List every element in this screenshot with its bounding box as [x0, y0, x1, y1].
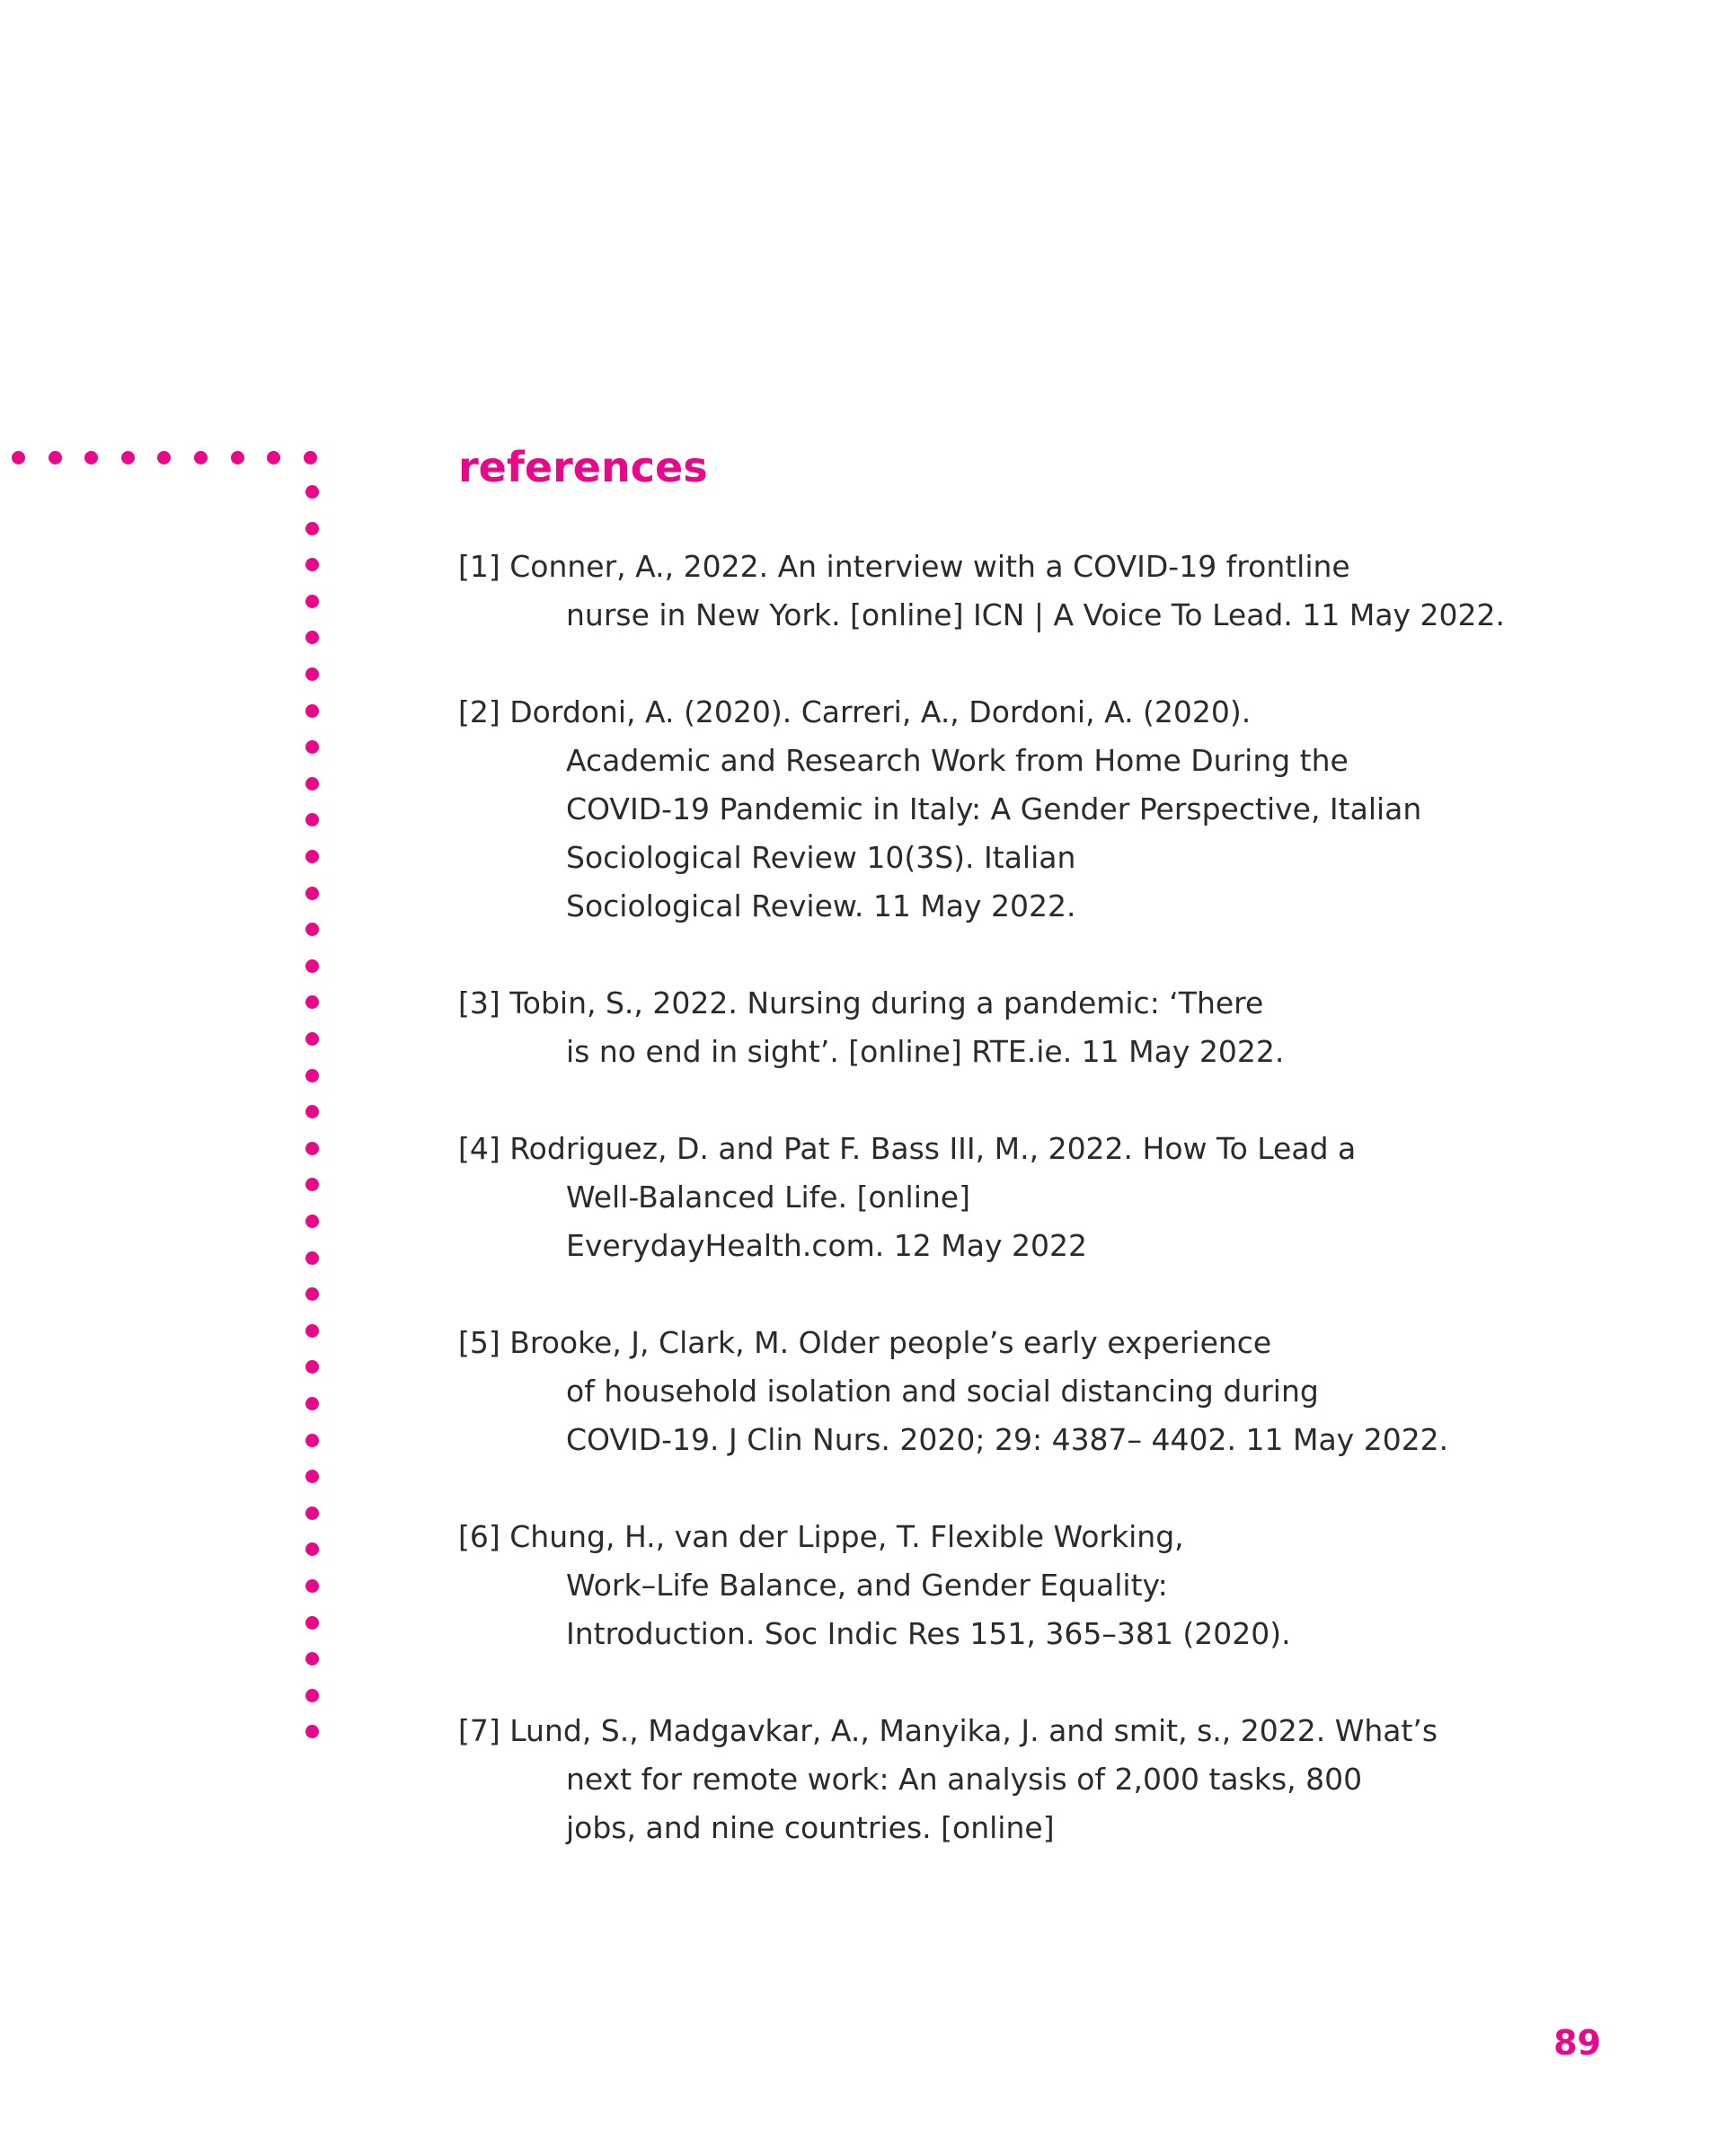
reference-continuation-line: Sociological Review 10(3S). Italian	[566, 840, 1076, 875]
decorative-dot	[305, 1069, 319, 1082]
decorative-dot	[305, 959, 319, 973]
decorative-dot	[305, 777, 319, 791]
decorative-dot	[305, 1032, 319, 1046]
decorative-dot	[121, 451, 135, 464]
reference-item	[458, 688, 1536, 931]
reference-item	[458, 543, 1536, 640]
decorative-dot	[305, 1215, 319, 1228]
decorative-dot	[305, 595, 319, 608]
reference-continuation-line: Sociological Review. 11 May 2022.	[566, 888, 1076, 923]
reference-item	[458, 1125, 1536, 1270]
decorative-dot	[305, 887, 319, 900]
decorative-dot	[305, 995, 319, 1009]
reference-item	[458, 1707, 1536, 1852]
decorative-dot	[194, 451, 208, 464]
reference-continuation-line: nurse in New York. [online] ICN | A Voice To Lead. 11 May 2022.	[566, 597, 1506, 632]
reference-continuation-line: next for remote work: An analysis of 2,000 tasks, 800	[566, 1762, 1363, 1797]
decorative-dot	[305, 1689, 319, 1702]
reference-item	[458, 1513, 1536, 1658]
decorative-dot	[305, 1324, 319, 1338]
decorative-dot	[305, 1397, 319, 1410]
decorative-dot	[305, 558, 319, 571]
decorative-dots-horizontal	[0, 451, 323, 469]
decorative-dot	[305, 1360, 319, 1374]
reference-first-line: [2] Dordoni, A. (2020). Carreri, A., Dordoni, A. (2020).	[458, 694, 1252, 729]
decorative-dot	[305, 1507, 319, 1520]
decorative-dot	[305, 704, 319, 718]
decorative-dot	[304, 451, 317, 464]
decorative-dot	[231, 451, 244, 464]
decorative-dot	[305, 1251, 319, 1265]
decorative-dot	[305, 1105, 319, 1118]
reference-continuation-line: of household isolation and social distancing during	[566, 1374, 1319, 1409]
reference-first-line: [1] Conner, A., 2022. An interview with a COVID-19 frontline	[458, 549, 1350, 584]
reference-first-line: [6] Chung, H., van der Lippe, T. Flexible Working,	[458, 1519, 1184, 1554]
decorative-dot	[305, 923, 319, 936]
decorative-dot	[305, 1652, 319, 1666]
decorative-dot	[305, 522, 319, 535]
reference-item	[458, 979, 1536, 1076]
reference-continuation-line: COVID-19 Pandemic in Italy: A Gender Perspective, Italian	[566, 791, 1422, 826]
reference-continuation-line: is no end in sight’. [online] RTE.ie. 11 May 2022.	[566, 1034, 1285, 1069]
decorative-dots-vertical	[305, 485, 323, 1743]
reference-continuation-line: Academic and Research Work from Home During the	[566, 743, 1349, 778]
decorative-dot	[305, 850, 319, 863]
page-heading: references	[458, 443, 708, 491]
decorative-dot	[305, 1725, 319, 1738]
reference-continuation-line: Well-Balanced Life. [online]	[566, 1180, 970, 1215]
decorative-dot	[157, 451, 171, 464]
reference-item	[458, 1319, 1536, 1464]
reference-first-line: [4] Rodriguez, D. and Pat F. Bass III, M., 2022. How To Lead a	[458, 1131, 1357, 1166]
reference-continuation-line: EverydayHealth.com. 12 May 2022	[566, 1228, 1087, 1263]
reference-first-line: [5] Brooke, J, Clark, M. Older people’s early experience	[458, 1325, 1272, 1360]
decorative-dot	[305, 1542, 319, 1556]
decorative-dot	[305, 1434, 319, 1447]
decorative-dot	[49, 451, 62, 464]
decorative-dot	[305, 1142, 319, 1155]
decorative-dot	[305, 1287, 319, 1301]
decorative-dot	[84, 451, 98, 464]
decorative-dot	[305, 667, 319, 681]
reference-continuation-line: Introduction. Soc Indic Res 151, 365–381 (2020).	[566, 1616, 1291, 1651]
decorative-dot	[267, 451, 280, 464]
page-number: 89	[1553, 2023, 1601, 2063]
reference-first-line: [7] Lund, S., Madgavkar, A., Manyika, J. and smit, s., 2022. What’s	[458, 1713, 1438, 1748]
decorative-dot	[305, 485, 319, 499]
decorative-dot	[305, 1178, 319, 1191]
decorative-dot	[305, 1616, 319, 1630]
reference-continuation-line: Work–Life Balance, and Gender Equality:	[566, 1568, 1168, 1603]
reference-first-line: [3] Tobin, S., 2022. Nursing during a pandemic: ‘There	[458, 985, 1264, 1021]
reference-continuation-line: jobs, and nine countries. [online]	[566, 1810, 1055, 1845]
decorative-dot	[305, 1579, 319, 1593]
decorative-dot	[305, 740, 319, 754]
decorative-dot	[12, 451, 25, 464]
reference-continuation-line: COVID-19. J Clin Nurs. 2020; 29: 4387– 4402. 11 May 2022.	[566, 1422, 1449, 1457]
decorative-dot	[305, 1470, 319, 1483]
reference-list	[458, 543, 1536, 1901]
decorative-dot	[305, 813, 319, 826]
decorative-dot	[305, 631, 319, 644]
